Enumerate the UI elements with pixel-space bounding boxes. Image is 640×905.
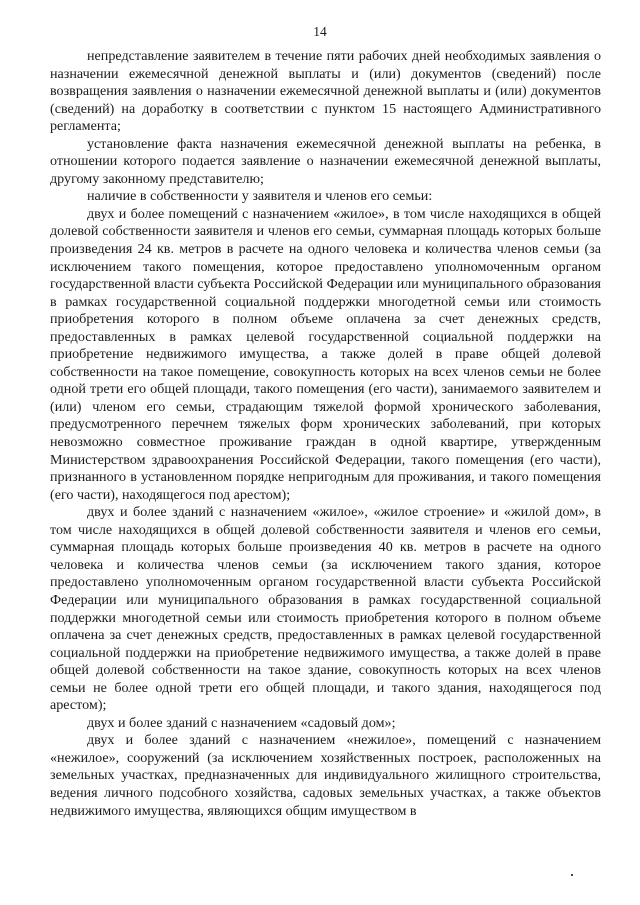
paragraph-residential-buildings: двух и более зданий с назначением «жилое», «жилое строение» и «жилой дом», в том числе находящихся в общей долевой собственности заявителя и членов его семьи, суммарная площадь которых больше произведения 40 кв. метров в расчете на одного человека и количества членов семьи (за исключением такого здания, которое предоставлено уполномоченным органом государственной власти субъекта Российской Федерации или муниципального образования в рамках государственной социальной поддержки многодетной семьи или стоимость приобретения которого в полном объеме оплачена за счет денежных средств, предоставленных в рамках целевой государственной социальной поддержки на приобретение недвижимого имущества, а также долей в праве общей долевой собственности на такое здание, совокупность которых на всех членов семьи не более одной трети его общей площади, и такого здания, находящегося под арестом); <box>50 504 601 714</box>
paragraph-non-residential: двух и более зданий с назначением «нежилое», помещений с назначением «нежилое», сооружений (за исключением хозяйственных построек, расположенных на земельных участках, предназначенных для индивидуального жилищного строительства, ведения личного подсобного хозяйства, садовых земельных участках, а также объектов недвижимого имущества, являющихся общим имуществом в <box>50 732 601 819</box>
paragraph-garden-houses: двух и более зданий с назначением «садовый дом»; <box>87 714 396 731</box>
paragraph-property-ownership-intro: наличие в собственности у заявителя и членов его семьи: <box>87 188 433 205</box>
paragraph-residential-premises: двух и более помещений с назначением «жилое», в том числе находящихся в общей долевой собственности заявителя и членов его семьи, суммарная площадь которых больше произведения 24 кв. метров в расчете на одного человека и количества членов семьи (за исключением такого помещения, которое предоставлено уполномоченным органом государственной власти субъекта Российской Федерации или муниципального образования в рамках государственной социальной поддержки многодетной семьи или стоимость приобретения которого в полном объеме оплачена за счет денежных средств, предоставленных в рамках целевой государственной социальной поддержки на приобретение недвижимого имущества, а также долей в праве общей долевой собственности на такое помещение, совокупность которых на всех членов семьи не более одной трети его общей площади, такого помещения (его части), занимаемого заявителем и (или) членом его семьи, страдающим тяжелой формой хронического заболевания, предусмотренного перечнем тяжелых форм хронических заболеваний, при которых невозможно совместное проживание граждан в одной квартире, утвержденным Министерством здравоохранения Российской Федерации, такого помещения (его части), признанного в установленном порядке непригодным для проживания, и такого помещения (его части), находящегося под арестом); <box>50 205 601 503</box>
document-body <box>50 48 601 820</box>
paragraph-payment-already-assigned: установление факта назначения ежемесячной денежной выплаты на ребенка, в отношении которого подается заявление о назначении ежемесячной денежной выплаты, другому законному представителю; <box>50 135 601 187</box>
page-number: 14 <box>313 24 327 39</box>
paragraph-failure-to-submit: непредставление заявителем в течение пяти рабочих дней необходимых заявления о назначении ежемесячной денежной выплаты и (или) документов (сведений) после возвращения заявления о назначении ежемесячной денежной выплаты и (или) документов (сведений) на доработку в соответствии с пунктом 15 настоящего Административного регламента; <box>50 48 601 135</box>
scan-speck <box>571 874 573 876</box>
